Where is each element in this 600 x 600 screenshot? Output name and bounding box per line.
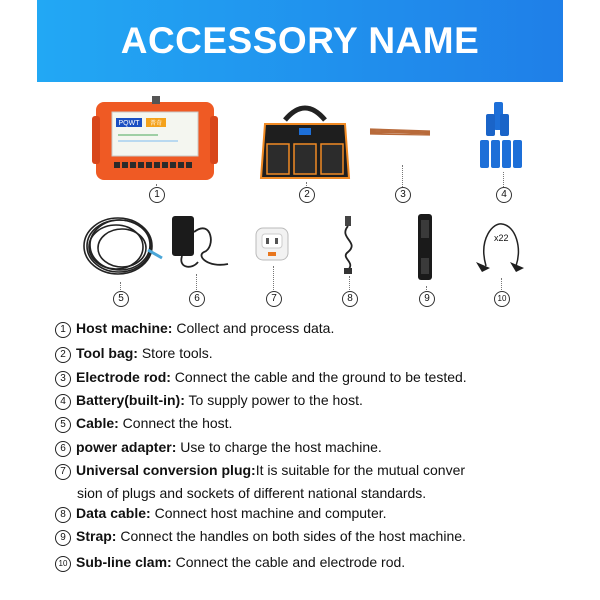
list-item-text: It is suitable for the mutual conver xyxy=(255,462,466,478)
item-number-7: 7 xyxy=(266,291,282,307)
list-number: 9 xyxy=(55,530,71,546)
list-item xyxy=(55,554,405,572)
list-item-name: Sub-line clam: xyxy=(76,554,172,570)
list-item xyxy=(55,369,467,387)
item-number-6: 6 xyxy=(189,291,205,307)
list-number: 3 xyxy=(55,371,71,387)
list-number: 2 xyxy=(55,347,71,363)
list-number: 5 xyxy=(55,417,71,433)
list-number: 8 xyxy=(55,507,71,523)
list-item-name: Universal conversion plug: xyxy=(76,462,256,478)
battery-pack-icon xyxy=(478,100,524,172)
list-item-text: Connect the cable and electrode rod. xyxy=(171,554,406,570)
list-item xyxy=(55,345,213,363)
sub-line-clamp-icon xyxy=(472,218,528,278)
list-item-name: Data cable: xyxy=(76,505,151,521)
svg-text:x22: x22 xyxy=(494,233,509,243)
list-item xyxy=(55,528,466,546)
item-number-5: 5 xyxy=(113,291,129,307)
list-item-text: Use to charge the host machine. xyxy=(176,439,382,455)
list-item xyxy=(55,392,363,410)
list-item-text: Connect the cable and the ground to be tested. xyxy=(170,369,467,385)
list-number: 6 xyxy=(55,441,71,457)
data-cable-icon xyxy=(336,214,362,276)
list-item-text: Connect the handles on both sides of the host machine. xyxy=(116,528,466,544)
list-item xyxy=(55,505,387,523)
item-number-9: 9 xyxy=(419,291,435,307)
strap-icon xyxy=(412,210,440,286)
item-number-10: 10 xyxy=(494,291,510,307)
host-machine-icon xyxy=(92,94,218,184)
list-item-name: Electrode rod: xyxy=(76,369,171,385)
list-item-name: Strap: xyxy=(76,528,117,544)
list-item-name: Battery(built-in): xyxy=(76,392,185,408)
item-number-8: 8 xyxy=(342,291,358,307)
list-number: 4 xyxy=(55,394,71,410)
header-banner xyxy=(37,0,563,82)
list-number: 10 xyxy=(55,556,71,572)
list-item-continuation: sion of plugs and sockets of different national standards. xyxy=(77,485,427,501)
list-item xyxy=(55,439,382,457)
list-item-text: Store tools. xyxy=(137,345,213,361)
conversion-plug-icon xyxy=(252,224,292,264)
cable-coil-icon xyxy=(78,210,164,282)
list-item-text: Connect host machine and computer. xyxy=(150,505,387,521)
svg-text:PQWT: PQWT xyxy=(118,120,140,127)
list-item-name: Host machine: xyxy=(76,320,173,336)
list-item xyxy=(55,462,465,480)
list-number: 1 xyxy=(55,322,71,338)
list-item-name: Tool bag: xyxy=(76,345,138,361)
list-item-name: power adapter: xyxy=(76,439,177,455)
tool-bag-icon xyxy=(257,94,353,182)
list-number: 7 xyxy=(55,464,71,480)
list-item-text: Collect and process data. xyxy=(172,320,335,336)
list-item-text: To supply power to the host. xyxy=(184,392,363,408)
item-number-3: 3 xyxy=(395,187,411,203)
item-number-2: 2 xyxy=(299,187,315,203)
electrode-rod-icon xyxy=(368,124,432,140)
item-number-4: 4 xyxy=(496,187,512,203)
list-item-name: Cable: xyxy=(76,415,119,431)
item-number-1: 1 xyxy=(149,187,165,203)
banner-title: ACCESSORY NAME xyxy=(120,20,480,61)
power-adapter-icon xyxy=(168,212,232,274)
list-item xyxy=(55,415,232,433)
svg-text:普奇: 普奇 xyxy=(149,120,163,127)
list-item xyxy=(55,320,334,338)
list-item-text: Connect the host. xyxy=(118,415,233,431)
